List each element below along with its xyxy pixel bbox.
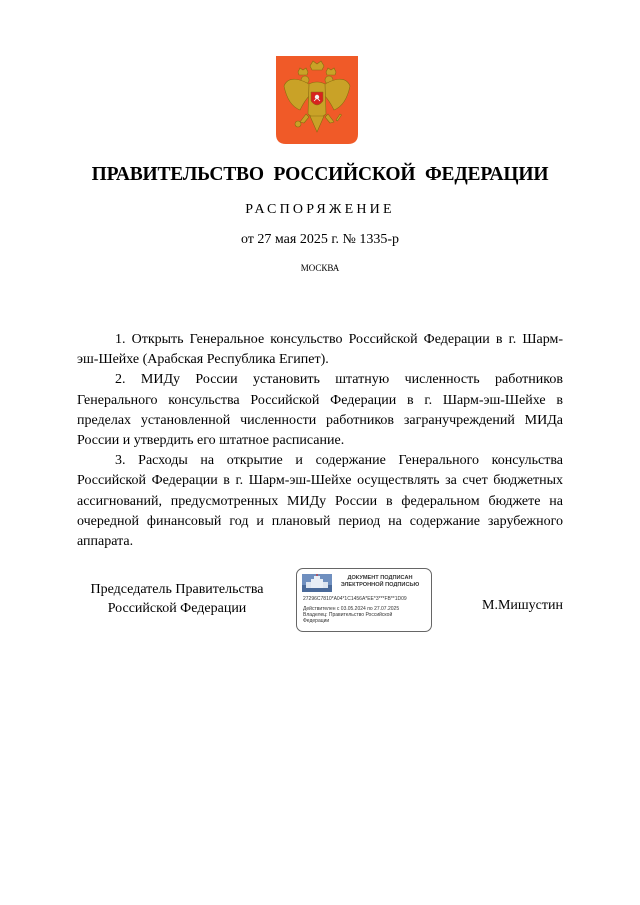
document-city: МОСКВА: [300, 263, 340, 273]
signatory-position-line-2: Российской Федерации: [107, 601, 247, 616]
paragraph-1: 1. Открыть Генеральное консульство Российской Федерации в г. Шарм-эш-Шейхе (Арабская Республика Египет).: [77, 332, 563, 368]
coat-of-arms-icon: [276, 56, 358, 144]
stamp-header: [331, 575, 429, 589]
stamp-certificate: 27296C7810*A04*1C1456A*EE*3***FB**1D09: [303, 596, 407, 602]
paragraph-2: 2. МИДу России установить штатную численность работников Генерального консульства Российской Федерации в г. Шарм-эш-Шейхе в пределах установленной численности работников загранучреждений МИДа России и утвердить его штатное расписание.: [77, 372, 563, 449]
paragraph-3: 3. Расходы на открытие и содержание Генерального консульства Российской Федерации в г. Шарм-эш-Шейхе осуществлять за счет бюджетных ассигнований, предусмотренных МИДу России в федеральном бюджете на очередной финансовый год и плановый период на содержание зарубежного аппарата.: [77, 453, 563, 550]
signatory-name: М.Мишустин: [482, 598, 563, 613]
stamp-header-line-2: ЭЛЕКТРОННОЙ ПОДПИСЬЮ: [340, 582, 420, 588]
stamp-owner-line-1: Владелец: Правительство Российской: [303, 612, 393, 618]
document-date-number: от 27 мая 2025 г. № 1335-р: [240, 232, 400, 247]
signatory-position: [77, 580, 277, 618]
electronic-signature-stamp: [296, 568, 432, 632]
document-type: РАСПОРЯЖЕНИЕ: [245, 202, 395, 217]
government-building-icon: [302, 574, 332, 592]
document-body: [77, 330, 563, 552]
stamp-header-line-1: ДОКУМЕНТ ПОДПИСАН: [347, 575, 413, 581]
stamp-owner-line-2: Федерации: [303, 618, 330, 624]
signatory-position-line-1: Председатель Правительства: [90, 582, 264, 597]
stamp-validity: Действителен с 03.05.2024 по 27.07.2025: [303, 606, 400, 612]
government-title: ПРАВИТЕЛЬСТВО РОССИЙСКОЙ ФЕДЕРАЦИИ: [91, 164, 549, 185]
